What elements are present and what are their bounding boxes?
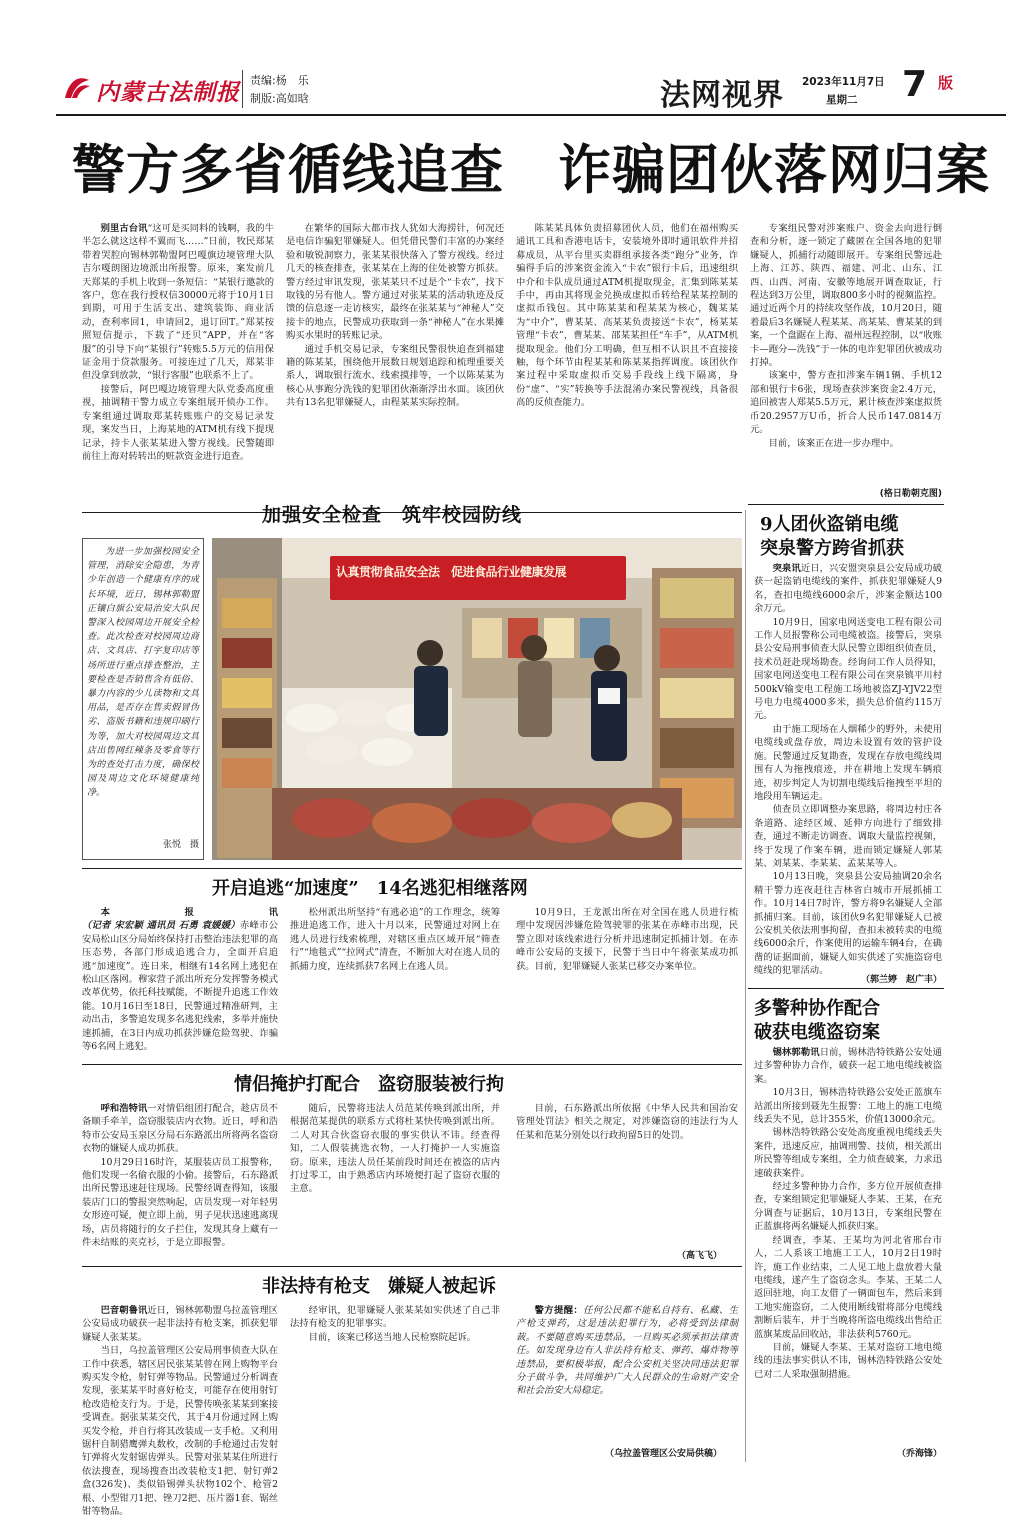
- cable-rail-text-5: 经调查，李某、王某均为河北省邢台市人，二人系该工地施工工人，10月2日19时许，施工作业结束，二人见工地上盘放着大量电缆线，遂产生了盗窃念头。李某、王某二人返回驻地，向工友借了一辆面包车，然后来到工地实施盗窃，二人使用断线钳将部分电缆线割断后装车，并于当晚将所盗电缆线出售给正蓝旗某废品回收站，非法获利5760元。: [754, 1234, 942, 1340]
- clothes-col-3: [516, 1102, 738, 1248]
- main-col-4: [750, 222, 942, 478]
- page-number: 7: [902, 64, 928, 105]
- clothes-text-1: 一对情侣组团打配合，趁店员不备顺手牵羊，盗窃服装店内衣物。近日，呼和浩特市公安局玉泉区分局石东路派出所将两名盗窃衣物的嫌疑人成功抓获。: [82, 1103, 278, 1155]
- main-col3-text: 陈某某具体负责招募团伙人员，他们在福州购买通讯工具和香港电话卡，安装境外即时通讯软件并招募成员，从平台里买卖群组承接各类“跑分”业务，诈骗得手后的涉案资金流入“卡农”银行卡后，迅速组织中介和卡队成员通过ATM机提取现金，汇集到陈某某手中，再由其将现金兑换成虚拟币转给程某某控制的虚拟币钱包。其中陈某某和程某某为核心，魏某某为“中介”，曹某某、高某某负责接送“卡农”，杨某某管理“卡农”，曹某某、邵某某担任“车手”，从ATM机提取现金。他们分工明确，但互相不认识且不直接接触，每个环节由程某某和陈某某指挥调度。该团伙作案过程中采取虚拟币交易手段线上线下隔离，身份“虚”、“实”转换等手法混淆办案民警视线，具备很高的反侦查能力。: [516, 223, 738, 409]
- fugitives-col-1: [82, 906, 278, 1058]
- clothes-lead: 呼和浩特讯: [100, 1103, 148, 1114]
- clothes-text-3: 随后，民警将违法人员范某传唤到派出所，并根据范某提供的联系方式将杜某快传唤到派出所。二人对其合伙盗窃衣服的事实供认不讳。经查得知，二人假装挑选衣物，一人打掩护一人实施盗窃。原来，违法人员任某前段时间还在被盗的店内打过零工，由于熟悉店内环境便打起了盗窃衣服的主意。: [290, 1103, 500, 1195]
- main-col4b-text: 该案中，警方查扣涉案车辆1辆、手机12部和银行卡6张，现场查获涉案资金2.4万元，追回被害人郑某5.5万元，累计核查涉案虚拟货币20.2957万U币，折合人民币147.0814万元。: [750, 370, 942, 436]
- clothes-text-4: 目前，石东路派出所依据《中华人民共和国治安管理处罚法》相关之规定，对涉嫌盗窃的违法行为人任某和范某分别处以行政拘留5日的处罚。: [516, 1103, 738, 1141]
- fugitives-col-3: [516, 906, 738, 1058]
- clothes-col-2: [290, 1102, 500, 1262]
- gun-text-3: 经审讯，犯罪嫌疑人张某某如实供述了自己非法持有枪支的犯罪事实。: [290, 1305, 500, 1330]
- newspaper-logo-text: 内蒙古法制报: [96, 79, 240, 106]
- gun-col-1: [82, 1304, 278, 1518]
- cable-rail-text-1: 日前，锡林浩特铁路公安处通过多警种协力合作，破获一起工地电缆线被盗案。: [754, 1047, 942, 1085]
- gun-text-2: 当日，乌拉盖管理区公安局刑事侦查大队在工作中获悉，辖区居民张某某曾在网上购物平台购买发令枪，射钉弹等物品。民警通过分析调查发现，张某某平时喜好枪支，可能存在使用射钉枪改造枪支行为。于是，民警传唤张某某到案接受调查。据张某某交代，其于4月份通过网上购买发令枪，并自行将其改装成一支手枪。又利用锯杆自制猎鹰弹丸数枚，改制的手枪通过击发射钉弹将火发射锯齿弹头。民警对张某某住所进行依法搜查，现场搜查出改装枪支1把、射钉弹2盒(326发)、类似铅锡弹头状物102个、枪管2根、小型钳刀1把、锉刀2把、压片器1套、锯丝钳等物品。: [82, 1345, 278, 1518]
- clothes-credit: （高飞飞）: [676, 1251, 722, 1261]
- gun-lead: 巴音朝鲁讯: [100, 1305, 148, 1316]
- cable-rail-body: [754, 1046, 942, 1442]
- clothes-text-2: 10月29日16时许，某服装店员工报警称，他们发现一名偷衣服的小偷。接警后，石东路派出所民警迅速赶往现场。民警经调查得知，该服装店门口的警报突然响起，店员发现一对年轻男女形迹可疑，便立即上前，男子见状迅速逃离现场，店员将随行的女子拦住，发现其身上藏有一件未结账的夹克衫，于是立即报警。: [82, 1156, 278, 1249]
- right-col-top-rule: [748, 504, 944, 505]
- news-photo: [212, 538, 742, 860]
- page-suffix: 版: [938, 74, 954, 92]
- cable-rail-text-3: 锡林浩特铁路公安处高度重视电缆线丢失案件，迅速反应，抽调刑警、技侦，相关派出所民警等组成专案组，全力侦查破案，力求迅速破获案件。: [754, 1127, 942, 1179]
- cable-theft-lead: 突泉讯: [772, 563, 801, 574]
- gun-headline: 非法持有枪支 嫌疑人被起诉: [262, 1276, 496, 1297]
- main-col1-text: “这可是买同料的钱啊，我的牛半怎么就这这样不翼而飞……”日前，牧民郑某带着哭腔向锡林郭勒盟阿巴嘎旗边境管理大队吉尔嘎朗图边境派出所报警。原来，案发前几天郑某的手机上收到一条短信：“某银行邀款的客户，您在我行授权信30000元将于10月1日到期，可用于生活支出、建筑装饰、商业活动，查利率回1，申请回2，退订回T。”郑某按照短信提示，下载了“还贝”APP，并在“客服”的引导下向“某银行”转账5.5万元的信用保证金用于贷款服务。可接连过了几天，郑某非但没拿到放款，“银行客服”也联系不上了。: [82, 223, 274, 382]
- main-col1b-text: 接警后，阿巴嘎边境管理大队党委高度重视，抽调精干警力成立专案组展开侦办工作。专案组通过调取郑某转账账户的交易记录发现，案发当日，上海某地的ATM机有线下提现记录，持卡人张某某进入警方视线。民警随即前往上海对转转出的赃款资金进行追查。: [82, 383, 274, 462]
- main-col-2: [286, 222, 504, 508]
- main-headline: 警方多省循线追查 诈骗团伙落网归案: [72, 139, 990, 201]
- photographer-credit: 张悦 摄: [162, 840, 199, 850]
- gun-text-1: 近日，锡林郭勒盟乌拉盖管理区公安局成功破获一起非法持有枪支案，抓获犯罪嫌疑人张某某。: [82, 1305, 278, 1343]
- cable-rail-lead: 锡林郭勒讯: [772, 1047, 820, 1058]
- main-col-1: [82, 222, 274, 508]
- clothes-headline: 情侣掩护打配合 盗窃服装被行拘: [234, 1074, 504, 1095]
- gun-col-3: [516, 1304, 738, 1444]
- main-credit: (格日勒朝克图): [879, 489, 942, 499]
- header-divider: [242, 70, 243, 108]
- fugitives-lead: 本报讯: [100, 907, 278, 918]
- fugitives-text-3: 10月9日，王龙派出所在对全国在逃人员进行梳理中发现因涉嫌危险驾驶罪的张某在赤峰市出现，民警立即对该线索进行分析并迅速制定抓捕计划。在赤峰市公安局的支援下，民警于当日中午将张某成功抓获。目前，犯罪嫌疑人张某已移交办案单位。: [516, 907, 738, 972]
- gun-col-2: [290, 1304, 500, 1456]
- cable-rail-text-4: 经过多警种协力合作，多方位开展侦查排查，专案组锁定犯罪嫌疑人李某、王某，在充分调查与证据后，10月13日，专案组民警在正蓝旗将两名嫌疑人抓获归案。: [754, 1181, 942, 1233]
- photo-caption-box: [82, 538, 204, 860]
- right-column-divider: [745, 510, 746, 1462]
- cable-theft-headline-1: 9人团伙盗销电缆: [760, 514, 899, 535]
- masthead: [56, 66, 1006, 112]
- cable-theft-credit: （郭兰婷 赵广丰）: [860, 975, 942, 985]
- fugitives-bottom-rule: [82, 1064, 742, 1065]
- cable-theft-headline-2: 突泉警方跨省抓获: [760, 538, 904, 559]
- fugitives-headline: 开启追逃“加速度” 14名逃犯相继落网: [212, 878, 528, 899]
- photo-bottom-rule: [82, 868, 742, 869]
- issue-weekday: 星期二: [826, 94, 858, 106]
- fugitives-text-1: 赤峰市公安局松山区分局始终保持打击整治违法犯罪的高压态势，各部门形成追逃合力，全面开启追逃“加速度”。连日来，相继有14名网上逃犯在松山区落网。穆家营子派出所充分发挥警务模式改革优势，依托科技赋能，不断提升追逃工作效能。10月16日至18日，民警通过精准研判，主动出击，多警追发现多名逃犯线索，多举并施快速抓捕，在3日内成功抓获涉嫌危险驾驶、诈骗等6名网上逃犯。: [82, 920, 278, 1053]
- header-rule: [56, 114, 1006, 116]
- cable-theft-text-5: 10月13日晚，突泉县公安局抽调20余名精干警力连夜赶往吉林省白城市开展抓捕工作。10月14日7时许，警方将9名嫌疑人全部抓捕归案。目前，该团伙9名犯罪嫌疑人已被公安机关依法刑事拘留，查扣未被转卖的电缆线6000余斤，作案使用的运输车辆4台，在确凿的证据面前，嫌疑人如实供述了实施盗窃电缆线的犯罪活动。: [754, 871, 942, 977]
- main-col2b-text: 通过手机交易记录，专案组民警很快追查到福建籍的陈某某，围绕他开展数日规划追踪和梳理重要关系人，调取银行流水、线索摸排等，一个以陈某某为核心从事跑分洗钱的犯罪团伙渐渐浮出水面。该团伙共有13名犯罪嫌疑人，由程某某实际控制。: [286, 343, 504, 409]
- photo-caption: 为进一步加强校园安全管理，消除安全隐患，为青少年创造一个健康有序的成长环境，近日，锡林郭勒盟正镶白旗公安局治安大队民警深入校园周边开展安全检查。此次检查对校园周边商店、文具店、打字复印店等场所进行重点排查整治，主要检查是否销售含有低俗、暴力内容的少儿读物和文具用品，是否存在售卖假冒伪劣、盗版书籍和违规印刷行为等，加大对校园周边文具店出售网红辣条及零食等行为的查处打击力度，确保校园及周边文化环境健康纯净。: [87, 547, 199, 799]
- issue-date: 2023年11月7日: [802, 76, 885, 88]
- clothes-col-1: [82, 1102, 278, 1262]
- cable-rail-headline-1: 多警种协作配合: [754, 998, 880, 1019]
- cable-theft-bottom-rule: [748, 988, 944, 989]
- newspaper-logo-icon: [62, 74, 92, 102]
- main-col-3: [516, 222, 738, 508]
- section-title: 法网视界: [660, 78, 784, 113]
- fugitives-byline: （记者 宋宏颖 通讯员 石勇 袁媛媛）: [82, 920, 240, 932]
- main-col4c-text: 目前，该案正在进一步办理中。: [768, 437, 899, 449]
- cable-theft-text-1: 近日，兴安盟突泉县公安局成功破获一起盗销电缆线的案件，抓获犯罪嫌疑人9名，查扣电缆线6000余斤，涉案金额达100余万元。: [754, 563, 942, 615]
- main-col2-text: 在繁华的国际大都市找人犹如大海捞针，何况还是电信诈骗犯罪嫌疑人。但凭借民警们丰富的办案经验和敏锐洞察力，张某某很快落入了警方视线。经过几天的核查排查，张某某在上海的住处被警方抓获。警方经过审讯发现，张某某只不过是个“卡农”，找下取钱的另有他人。警方通过对张某某的活动轨迹及反馈的信息逐一走访核实，最终在张某某与“神秘人”交接卡的地点，民警成功获取到一条“神秘人”在水果摊购买水果时的转账记录。: [286, 223, 504, 342]
- main-col4-text: 专案组民警对涉案账户、资金去向进行倒查和分析，逐一锁定了藏匿在全国各地的犯罪嫌疑人，抓捕行动随即展开。专案组民警远赴上海、江苏、陕西、福建、河北、山东、江西、山西、河南、安徽等地展开调查取证，行程达到3万公里，调取800多小时的视频监控。通过近两个月的持续攻坚作战，10月20日，随着最后3名嫌疑人程某某、高某某、曹某某的到案，一个盘踞在上海、福州远程控制，以“收账卡—跑分—洗钱”于一体的电诈犯罪团伙被成功打掉。: [750, 223, 942, 369]
- cable-theft-text-3: 由于施工现场在人烟稀少的野外，未使用电缆线或盘存放，周边未设置有效的管护设施。民警通过反复勘查，发现在存放电缆线周围有人为拖拽痕迹，并在耕地上发现车辆痕迹，初步判定人为切割电缆线后拖拽至平坦的地段用车辆运走。: [754, 723, 942, 802]
- fugitives-text-2: 松州派出所坚持“有逃必追”的工作理念，统筹推进追逃工作，进入十月以来，民警通过对网上在逃人员进行线索梳理，对辖区重点区域开展“筛查行”“地毯式”“拉网式”清查，不断加大对在逃人员的抓捕力度，连续抓获7名网上在逃人员。: [290, 907, 500, 972]
- cable-rail-headline-2: 破获电缆盗窃案: [754, 1022, 880, 1043]
- main-lead: 别里古台讯: [100, 223, 148, 234]
- editor-credit: 责编:杨 乐: [250, 74, 309, 87]
- cable-rail-text-2: 10月3日，锡林浩特铁路公安处正蓝旗车站派出所接到聂先生报警：工地上的施工电缆线丢失不见，总计355米，价值13000余元。: [754, 1087, 942, 1126]
- cable-theft-body: [754, 562, 942, 977]
- gun-credit: （乌拉盖管理区公安局供稿）: [604, 1449, 722, 1459]
- producer-credit: 制版:高如晗: [250, 92, 309, 105]
- shop-banner-text: 认真贯彻食品安全法 促进食品行业健康发展: [336, 565, 567, 579]
- photo-headline: 加强安全检查 筑牢校园防线: [262, 504, 523, 526]
- fugitives-col-2: [290, 906, 500, 1058]
- gun-text-4: 目前，该案已移送当地人民检察院起诉。: [308, 1331, 476, 1343]
- gun-tip-text: 任何公民都不能私自持有、私藏、生产枪支弹药，这是违法犯罪行为，必将受到法律制裁。不要随意购买违禁品，一旦购买必须承担法律责任。如发现身边有人非法持有枪支、弹药、爆炸物等违禁品，要积极举报，配合公安机关坚决同违法犯罪分子做斗争，共同维护广大人民群众的生命财产安全和社会治安大局稳定。: [516, 1305, 738, 1397]
- cable-rail-text-6: 目前，嫌疑人李某、王某对盗窃工地电缆线的违法事实供认不讳，锡林浩特铁路公安处已对二人采取强制措施。: [754, 1341, 942, 1380]
- clothes-bottom-rule: [82, 1266, 742, 1267]
- cable-theft-text-4: 侦查员立即调整办案思路，将周边村庄各条道路、途经区域、延伸方向进行了细致排查，通过不断走访调查、调取大量监控视频，终于发现了作案车辆，进而锁定嫌疑人郭某某、刘某某、李某某、孟某某等人。: [754, 804, 942, 869]
- cable-theft-text-2: 10月9日，国家电网送变电工程有限公司工作人员报警称公司电缆被盗。接警后，突泉县公安局刑事侦查大队民警立即组织侦查员，技术员赶赴现场勘查。经询问工作人员得知，国家电网送变电工程有限公司在突泉镇平川村500kV输变电工程施工场地被盗ZJ-YJV22型号电力电缆4000多米，损失总价值约115万元。: [754, 616, 942, 722]
- cable-rail-credit: （乔海锋）: [896, 1449, 942, 1459]
- gun-tip-lead: 警方提醒：: [534, 1305, 584, 1316]
